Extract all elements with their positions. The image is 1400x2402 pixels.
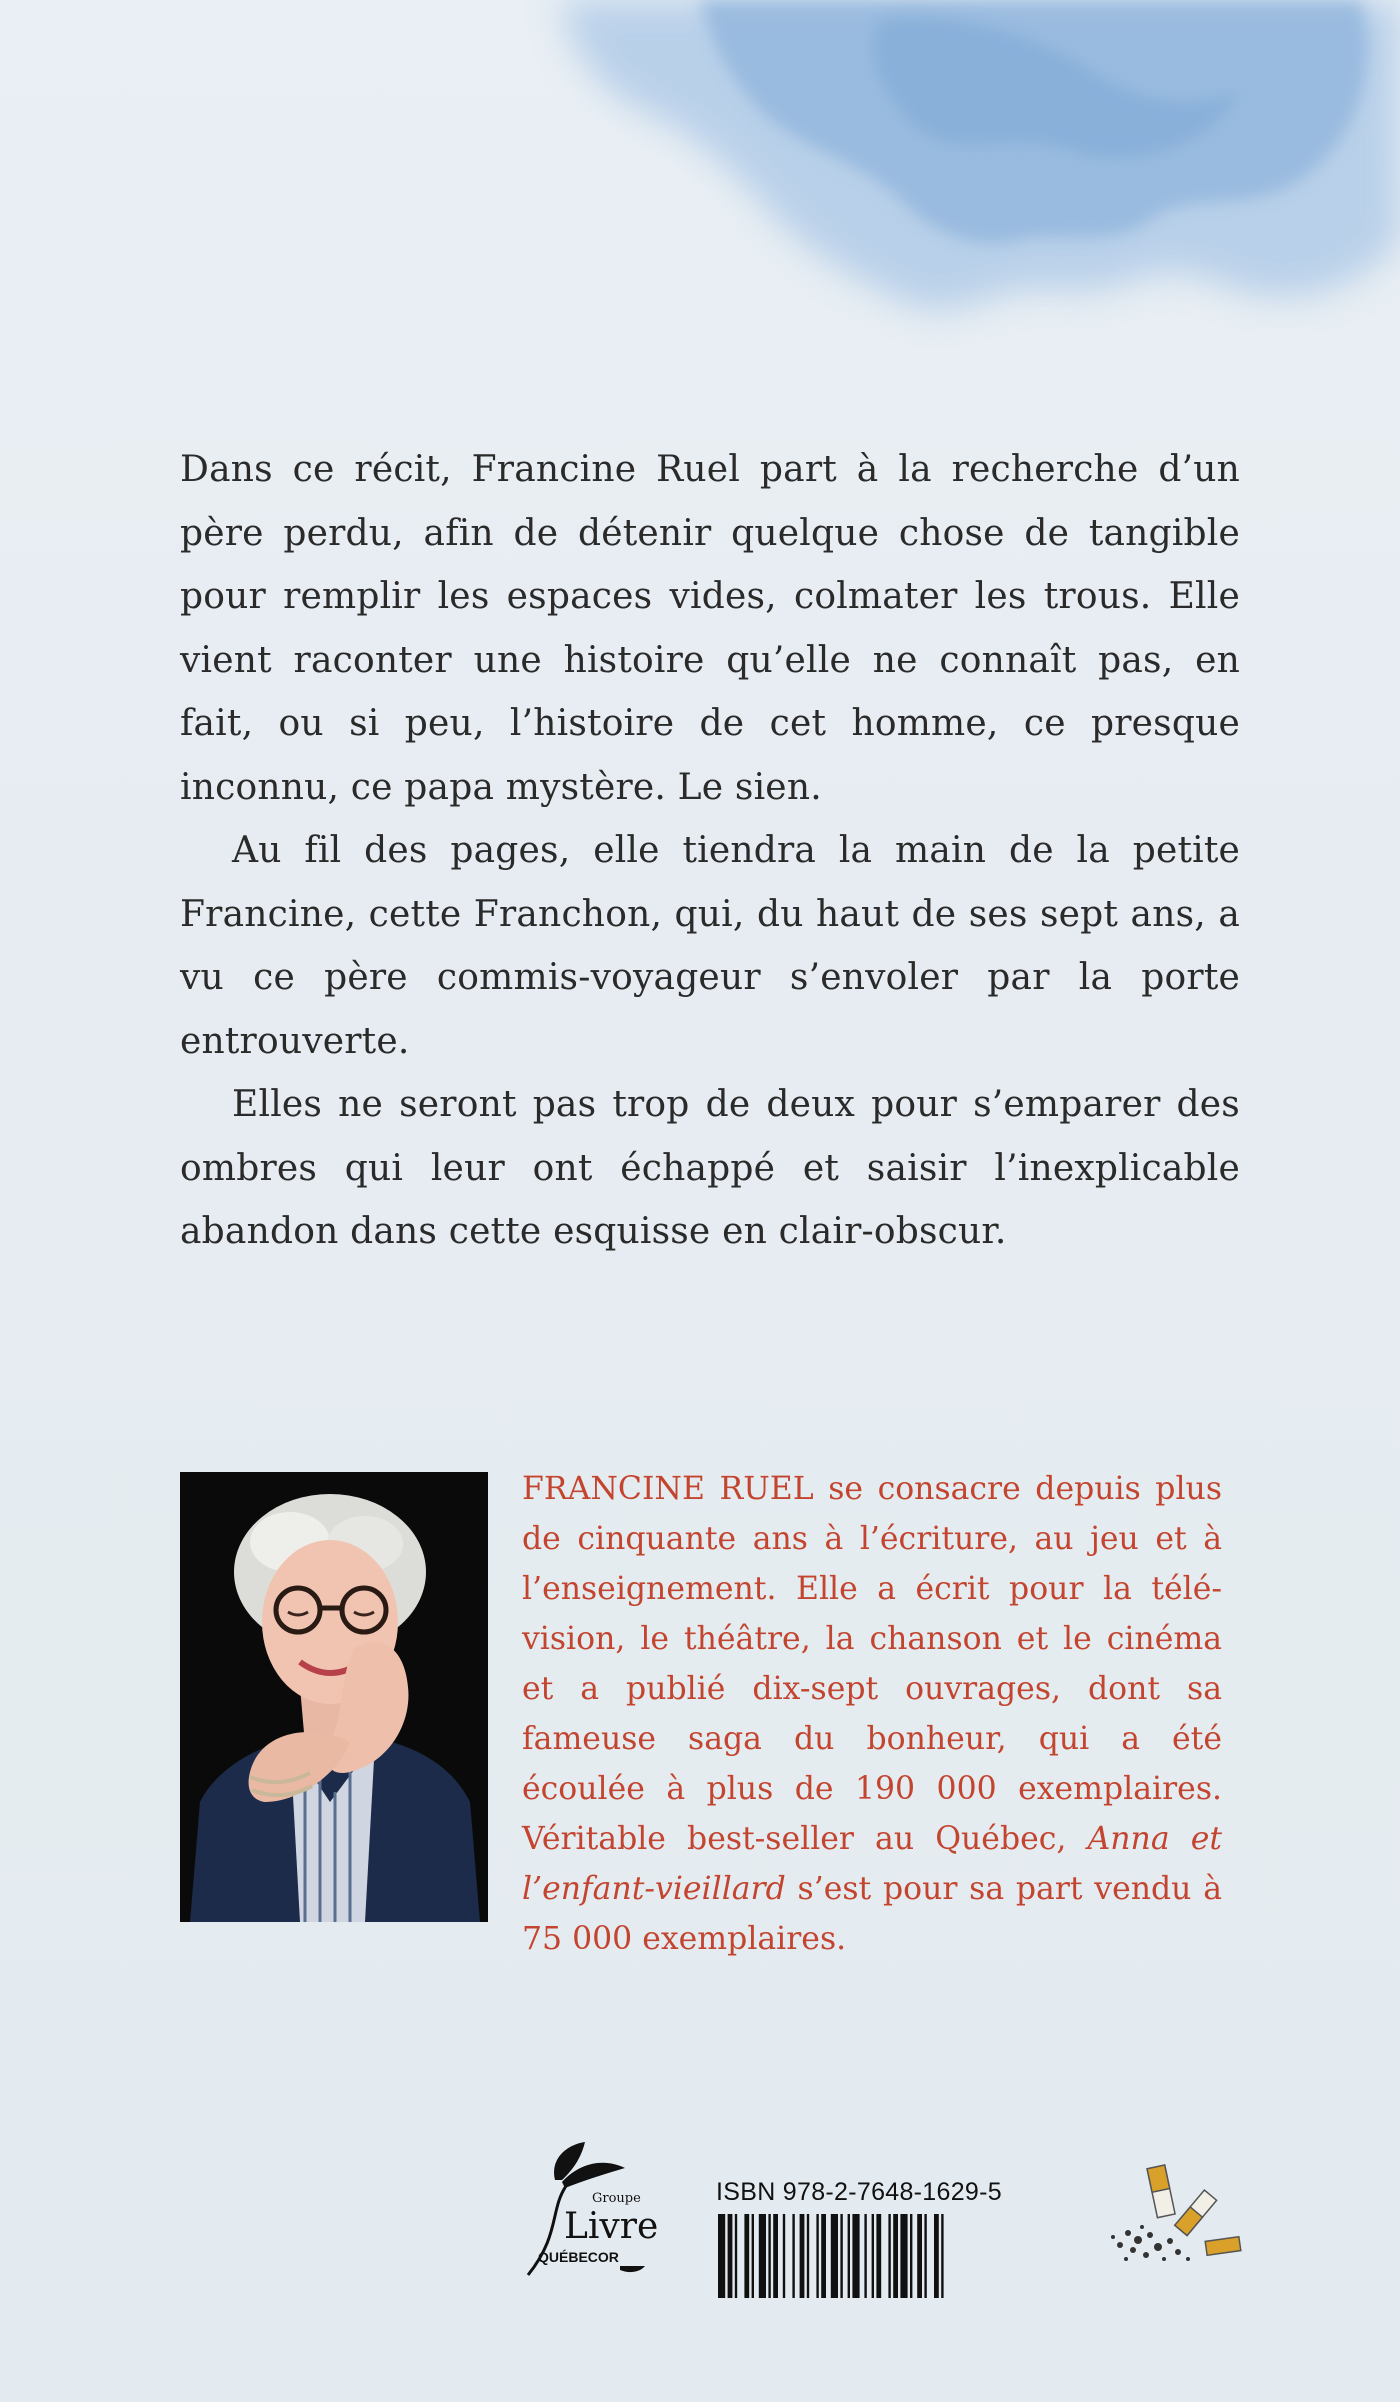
barcode-bar [831,2214,838,2298]
barcode-bar [900,2214,907,2298]
author-bio [522,1464,1222,1964]
barcode-bar [924,2214,926,2298]
publisher-logo [510,2140,660,2290]
barcode-bar [848,2214,850,2298]
barcode-bar [718,2214,725,2298]
barcode-bar [800,2214,805,2298]
publisher-groupe-text: Groupe [592,2191,641,2206]
author-photo [180,1472,488,1922]
barcode-bar [917,2214,922,2298]
synopsis-paragraph-1: Dans ce récit, Francine Ruel part à la recherche d’un père perdu, afin de détenir quelque chose de tangible pour remplir les espaces vides, colmater les trous. Elle vient raconter une histoire qu’elle ne connaît pas, en fait, ou si peu, l’histoire de cet homme, ce presque inconnu, ce papa mystère. Le sien. [180,449,1240,808]
barcode-bar [864,2214,866,2298]
bio-text-part1: FRANCINE RUEL se consacre depuis plus de cinquante ans à l’écriture, au jeu et à l’enseignement. Elle a écrit pour la télé-vision, le théâtre, la chanson et le cinéma et a publié dix-sept ouvrages, dont sa fameuse saga du bonheur, qui a été écoulée à plus de 190 000 exemplaires. Véritable best-seller au Québec, [522,1471,1222,1857]
isbn-barcode-block [716,2178,1006,2298]
barcode-bar [783,2214,785,2298]
cigarette-butts-illustration [1098,2155,1258,2270]
barcode-bar [910,2214,912,2298]
barcode-bar [768,2214,770,2298]
barcode-bar [759,2214,766,2298]
barcode-bar [744,2214,749,2298]
barcode-bar [872,2214,874,2298]
isbn-number: ISBN 978-2-7648-1629-5 [716,2178,1002,2206]
barcode-bar [816,2214,818,2298]
barcode-bar [728,2214,733,2298]
barcode-bar [888,2214,890,2298]
barcode-bar [840,2214,842,2298]
barcode-bar [807,2214,809,2298]
barcode-bar [752,2214,754,2298]
barcode-bar [876,2214,881,2298]
barcode-bar [934,2214,939,2298]
synopsis-paragraph-2: Au fil des pages, elle tiendra la main de la petite Francine, cette Franchon, qui, du haut de ses sept ans, a vu ce père commis-voyageur s’envoler par la porte entrouverte. [180,830,1240,1062]
bio-text-part2: s’est pour sa part vendu à 75 000 exemplaires. [522,1871,1222,1957]
barcode-bar [821,2214,826,2298]
barcode-bar [773,2214,778,2298]
barcode-bar [893,2214,898,2298]
publisher-quebecor-text: QUÉBECOR [538,2249,619,2265]
watercolor-stain [0,0,1400,360]
barcode-bar [941,2214,943,2298]
publisher-livre-text: Livre [564,2206,659,2247]
bio-book-title: Anna et l’enfant-vieillard [522,1821,1222,1907]
barcode-bar [792,2214,794,2298]
synopsis-paragraph-3: Elles ne seront pas trop de deux pour s’emparer des ombres qui leur ont échappé et saisir l’inexplicable abandon dans cette esquisse en clair-obscur. [180,1084,1240,1252]
synopsis-text [180,438,1240,1264]
barcode-bar [735,2214,737,2298]
barcode-bar [852,2214,859,2298]
barcode [716,2214,1006,2298]
